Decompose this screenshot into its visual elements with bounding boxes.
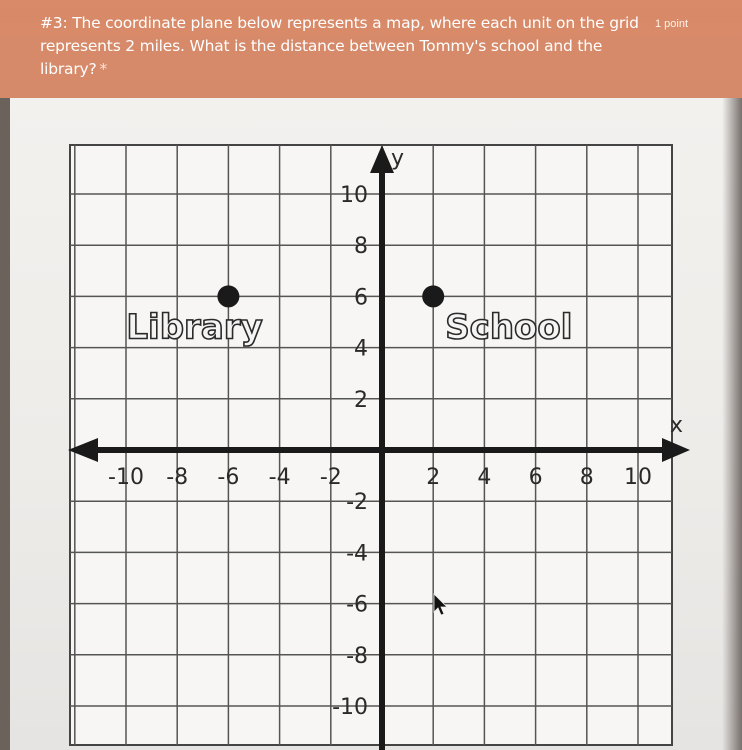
x-axis-arrow-right-icon	[662, 438, 690, 462]
y-tick-label: -8	[346, 643, 368, 669]
point-label-library: Library	[126, 307, 263, 348]
x-tick-label: 6	[528, 465, 543, 490]
x-tick-label: 2	[426, 465, 441, 490]
y-tick-label: 10	[340, 183, 368, 208]
y-axis-label: y	[391, 146, 405, 171]
point-library	[217, 285, 239, 307]
y-tick-label: -2	[346, 490, 368, 516]
grid-lines	[70, 145, 672, 745]
question-text: #3: The coordinate plane below represents a map, where each unit on the grid represents 2 miles. What is the distance between Tommy's school and the library?	[40, 14, 639, 78]
x-tick-label: 10	[624, 465, 652, 490]
y-tick-label: -10	[332, 695, 368, 720]
x-tick-label: 8	[579, 465, 594, 490]
point-school	[422, 285, 444, 307]
y-tick-label: 6	[354, 285, 368, 311]
x-tick-label: -4	[268, 465, 291, 490]
x-axis-label: x	[670, 413, 684, 438]
x-tick-label: -6	[217, 465, 240, 490]
points-label: 1 point	[655, 18, 689, 30]
y-tick-label: 4	[354, 336, 368, 362]
point-label-school: School	[445, 307, 573, 348]
x-tick-label: 4	[477, 465, 492, 490]
y-tick-label: -4	[346, 541, 368, 567]
y-tick-label: -6	[346, 592, 368, 618]
x-tick-label: -10	[108, 465, 144, 490]
required-asterisk: *	[99, 60, 108, 78]
y-tick-label: 2	[354, 387, 368, 413]
x-tick-label: -8	[166, 465, 189, 490]
y-tick-label: 8	[354, 234, 368, 260]
x-tick-label: -2	[319, 465, 342, 490]
